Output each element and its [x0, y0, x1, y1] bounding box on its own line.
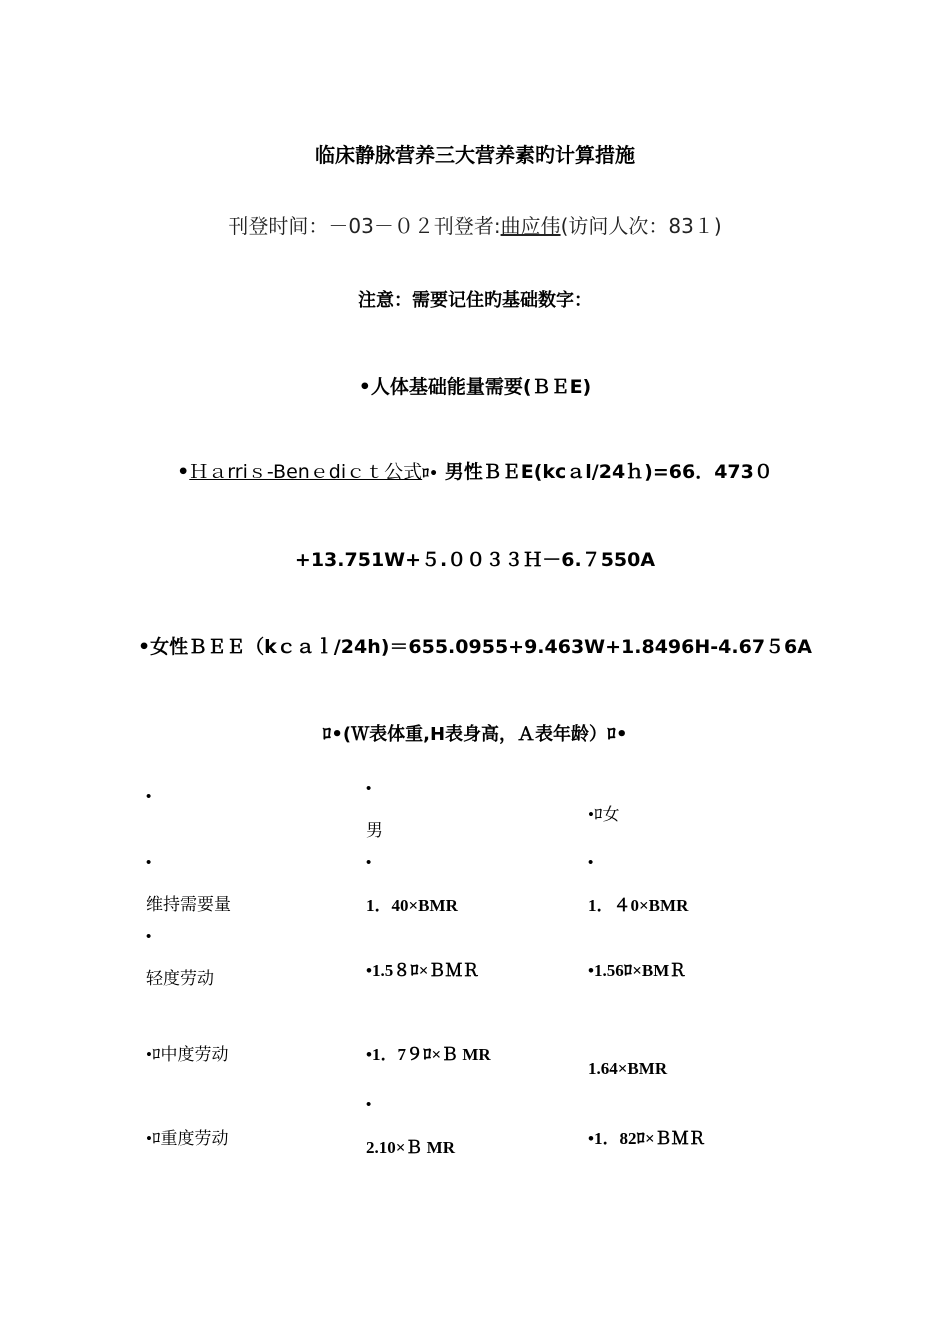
row1-male: 1．40×BMR — [366, 896, 458, 915]
female-bee-formula: •女性ＢＥＥ（kｃａｌ/24h)＝655.0955+9.463W+1.8496H-4.67５6A — [138, 636, 812, 658]
row1-label: 维持需要量 — [146, 895, 231, 914]
author-link[interactable]: 曲应伟 — [500, 214, 561, 238]
bullet: • — [177, 461, 190, 483]
header-male: 男 — [366, 821, 383, 840]
note-heading: 注意：需要记住旳基础数字： — [358, 290, 592, 311]
header-female: •ﾛ女 — [588, 805, 620, 824]
row4-male-bullet: • — [366, 1096, 372, 1113]
harris-benedict-line — [0, 457, 950, 484]
page-title: 临床静脉营养三大营养素旳计算措施 — [315, 143, 635, 167]
ornament-mark: ﾛ• — [422, 466, 439, 482]
bee-heading: •人体基础能量需要(ＢＥE) — [358, 376, 592, 398]
row2-label: 轻度劳动 — [146, 969, 214, 988]
header-blank-bullet: • — [146, 788, 152, 805]
visit-count: (访问人次：83１) — [560, 214, 722, 238]
row4-male: 2.10×Ｂ MR — [366, 1138, 456, 1157]
male-bee-formula-cont: +13.751W+５.００３３Ｈ－6.７550A — [294, 549, 656, 571]
row1-female-bullet: • — [588, 854, 594, 871]
row4-label: •ﾛ重度劳动 — [146, 1129, 229, 1148]
header-male-bullet: • — [366, 780, 372, 797]
row2-male: •1.5８ﾛ×ＢＭＲ — [366, 961, 480, 980]
male-bee-formula: 男性ＢＥE(kcａl/24ｈ)=66．473０ — [438, 461, 773, 483]
row1-female: 1．４0×BMR — [588, 896, 689, 915]
row2-label-bullet: • — [146, 928, 152, 945]
row1-label-bullet: • — [146, 854, 152, 871]
row4-female: •1．82ﾛ×ＢＭＲ — [588, 1129, 706, 1148]
harris-benedict-link[interactable]: Ｈａrriｓ-Benｅdiｃｔ公式 — [189, 461, 423, 483]
variable-legend: ﾛ•(Ｗ表体重,H表身高，Ａ表年龄）ﾛ• — [322, 724, 628, 745]
row3-female: 1.64×BMR — [588, 1059, 668, 1078]
publish-prefix: 刊登时间：－03－０２刊登者: — [228, 214, 501, 238]
row3-male: •1．7９ﾛ×Ｂ MR — [366, 1045, 491, 1064]
publish-info — [0, 210, 950, 239]
row1-male-bullet: • — [366, 854, 372, 871]
row2-female: •1.56ﾛ×BMＲ — [588, 961, 687, 980]
row3-label: •ﾛ中度劳动 — [146, 1045, 229, 1064]
